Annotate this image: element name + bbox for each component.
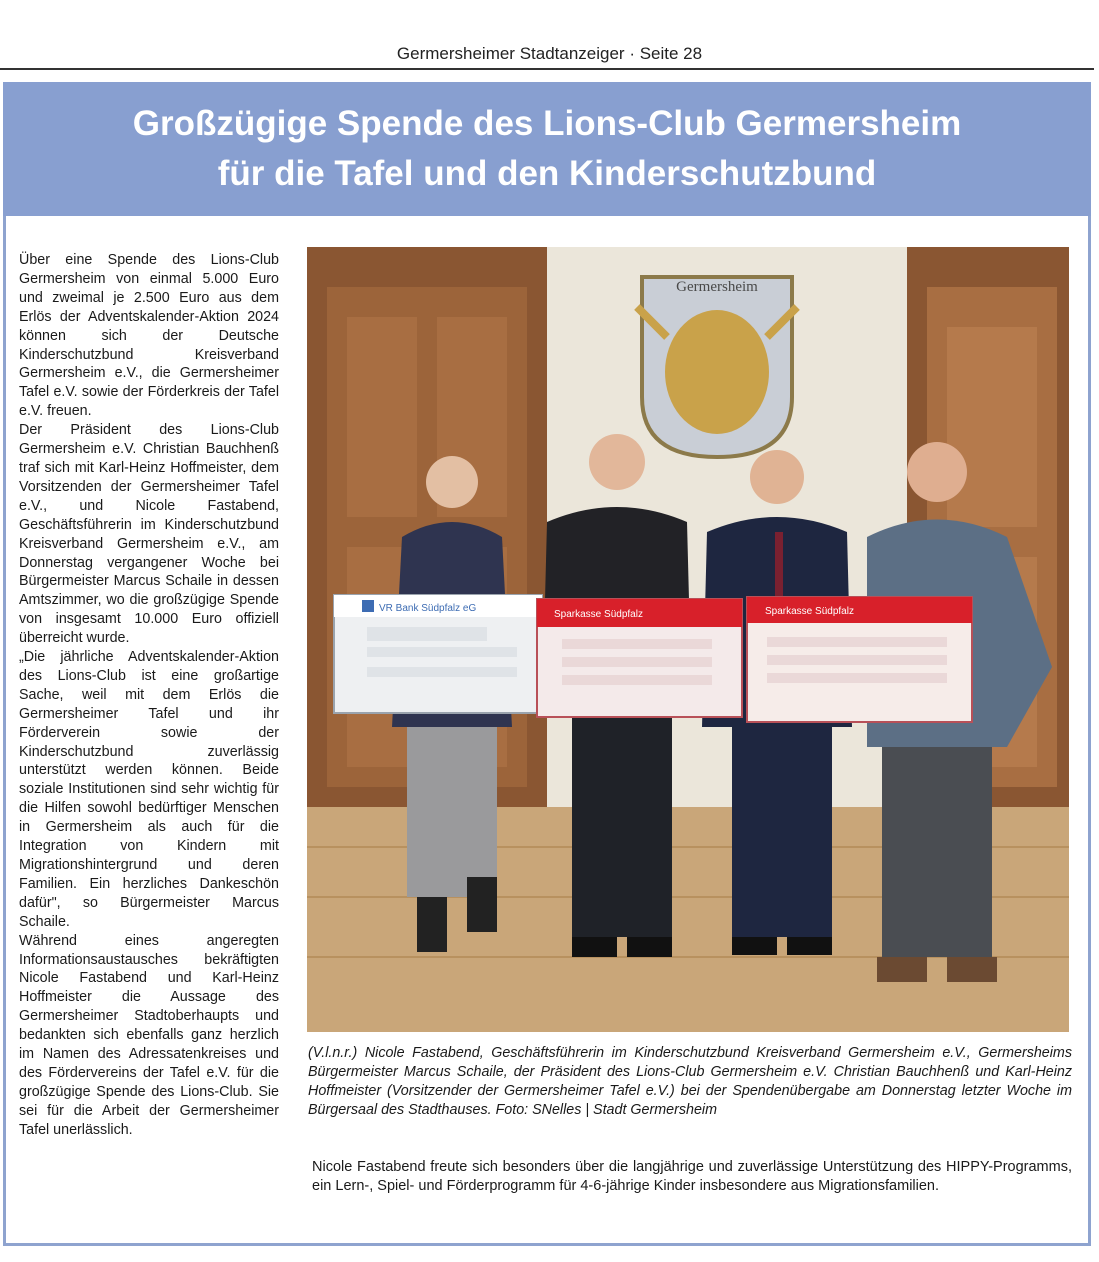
crest-icon (637, 277, 797, 457)
crest-label: Germersheim (676, 279, 758, 295)
cheque-vr-bank (334, 595, 542, 713)
body-paragraph: „Die jährliche Adventskalender-Aktion des Lions-Club ist eine großartige Sache, weil mit dem Erlös die Germersheimer Tafel und ihr Förderverein sowie der Kinderschutzbund zuverlässig unterstützt werden können. Beide soziale Institutionen sind sehr wichtig für die Hilfen sowohl bedürftiger Menschen in Germersheim als auch für die Integration von Kindern mit Migrationshintergrund und deren Familien. Ein herzliches Dankeschön dafür", so Bürgermeister Marcus Schaile. (19, 649, 279, 930)
header-rule (0, 68, 1094, 70)
body-paragraph: Während eines angeregten Informationsaustausches bekräftigten Nicole Fastabend und Karl-Heinz Hoffmeister die Aussage des Germersheimer Stadtoberhaupts und bedankten sich ebenfalls ganz herzlich im Namen des Adressatenkreises und des Fördervereins der Tafel e.V. für die großzügige Spende des Lions-Club. Sie sei für die Arbeit der Germersheimer Tafel unerlässlich. (19, 932, 279, 1138)
article-photo (307, 247, 1069, 1032)
photo-illustration (307, 247, 1069, 1032)
cheque-2-bank: Sparkasse Südpfalz (554, 609, 643, 620)
headline-line-2: für die Tafel und den Kinderschutzbund (217, 154, 877, 193)
cheque-sparkasse-2 (747, 597, 972, 722)
photo-caption: (V.l.n.r.) Nicole Fastabend, Geschäftsführerin im Kinderschutzbund Kreisverband Germersheim e.V., Germersheims Bürgermeister Marcus Schaile, der Präsident des Lions-Club Germersheim e.V. Christian Bauchhenß und Karl-Heinz Hoffmeister (Vorsitzender der Germersheimer Tafel e.V.) bei der Spendenübergabe am Donnerstag letzter Woche im Bürgersaal des Stadthauses. Foto: SNelles | Stadt Germersheim (308, 1045, 1072, 1118)
headline-banner (3, 82, 1091, 216)
cheque-1-bank: VR Bank Südpfalz eG (379, 603, 477, 614)
body-paragraph: Über eine Spende des Lions-Club Germersheim von einmal 5.000 Euro und zweimal je 2.500 Euro aus dem Erlös der Adventskalender-Aktion 2024 können sich der Deutsche Kinderschutzbund Kreisverband Germersheim e.V., die Germersheimer Tafel e.V. sowie der Förderkreis der Tafel e.V. freuen. (19, 252, 279, 420)
cheque-sparkasse-1 (537, 599, 742, 717)
cheque-3-bank: Sparkasse Südpfalz (765, 606, 854, 617)
closing-note: Nicole Fastabend freute sich besonders über die langjährige und zuverlässige Unterstützung des HIPPY-Programms, ein Lern-, Spiel- und Förderprogramm für 4-6-jährige Kinder insbesondere aus Migrationsfamilien. (312, 1159, 1072, 1194)
headline-line-1: Großzügige Spende des Lions-Club Germersheim (132, 104, 962, 143)
running-head: Germersheimer Stadtanzeiger · Seite 28 (396, 44, 703, 63)
article-body (19, 251, 279, 1140)
body-paragraph: Der Präsident des Lions-Club Germersheim e.V. Christian Bauchhenß traf sich mit Karl-Heinz Hoffmeister, dem Vorsitzenden der Germersheimer Tafel e.V., und Nicole Fastabend, Geschäftsführerin im Kinderschutzbund Kreisverband Germersheim e.V., am Donnerstag vergangener Woche bei Bürgermeister Marcus Schaile in dessen Amtszimmer, wo die großzügige Spende von insgesamt 10.000 Euro offiziell überreicht wurde. (19, 422, 279, 647)
